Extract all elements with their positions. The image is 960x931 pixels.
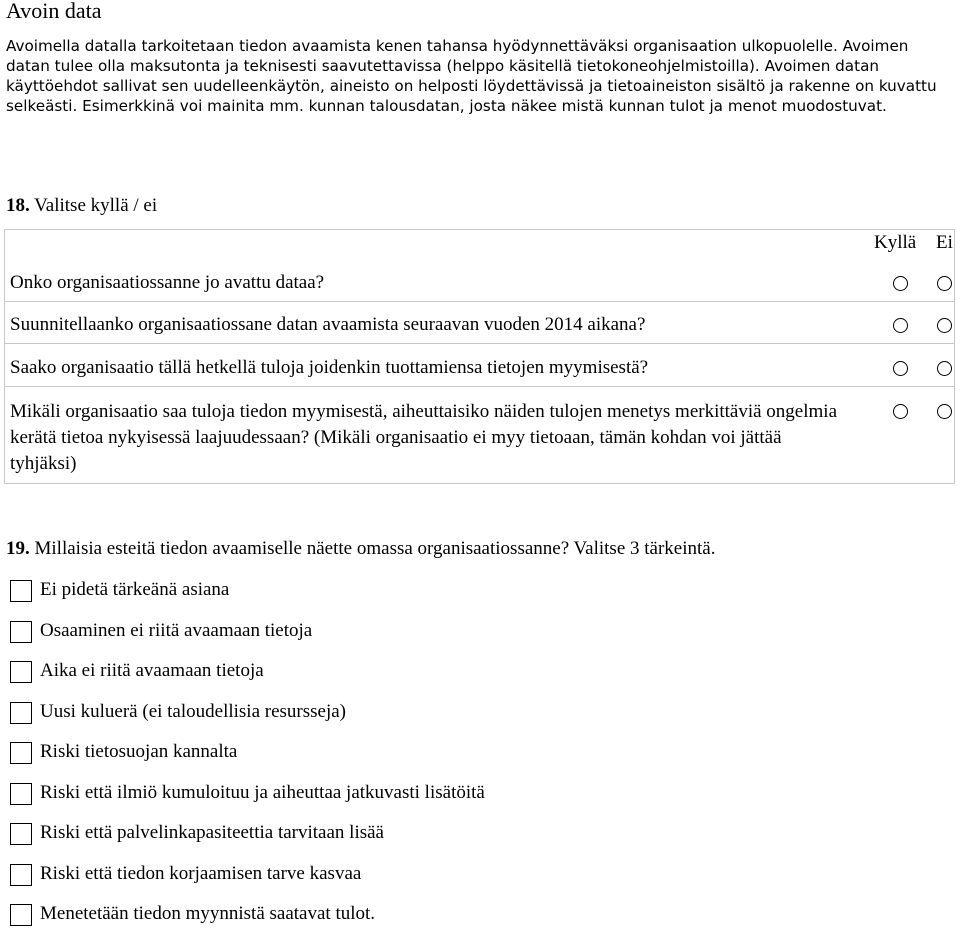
checkbox[interactable] [10,864,32,886]
row-divider [4,301,955,302]
row-divider [4,386,955,387]
question-19-text: Millaisia esteitä tiedon avaamiselle näette omassa organisaatiossanne? Valitse 3 tärkeintä. [34,538,716,559]
checkbox[interactable] [10,661,32,683]
radio-yes-row-3[interactable] [893,361,908,376]
radio-yes-row-2[interactable] [893,318,908,333]
checkbox[interactable] [10,742,32,764]
checkbox[interactable] [10,783,32,805]
row-question-text: Mikäli organisaatio saa tuloja tiedon myymisestä, aiheuttaisiko näiden tulojen menetys merkittäviä ongelmia kerätä tietoa nykyisessä laajuudessaan? (Mikäli organisaatio ei myy tietoaan, tämän kohdan voi jättää tyhjäksi) [10,401,838,474]
option-label: Riski että palvelinkapasiteettia tarvitaan lisää [40,822,384,843]
radio-no-row-3[interactable] [937,361,952,376]
section-title: Avoin data [6,0,102,23]
option-label: Riski tietosuojan kannalta [40,741,238,762]
row-question-text: Suunnitellaanko organisaatiossane datan avaamista seuraavan vuoden 2014 aikana? [10,314,646,335]
option-label: Uusi kuluerä (ei taloudellisia resursseja) [40,701,347,722]
option-label: Osaaminen ei riitä avaamaan tietoja [40,620,313,641]
radio-no-row-4[interactable] [937,404,952,419]
radio-yes-row-1[interactable] [893,276,908,291]
question-19-heading [6,538,715,560]
option-label: Riski että ilmiö kumuloituu ja aiheuttaa jatkuvasti lisätöitä [40,782,485,803]
option-label: Aika ei riitä avaamaan tietoja [40,660,264,681]
option-label: Ei pidetä tärkeänä asiana [40,579,230,600]
option-label: Riski että tiedon korjaamisen tarve kasvaa [40,863,362,884]
column-header-no: Ei [936,232,953,253]
row-question-text: Onko organisaatiossanne jo avattu dataa? [10,272,325,293]
radio-yes-row-4[interactable] [893,404,908,419]
question-19-number: 19. [6,538,30,559]
checkbox[interactable] [10,823,32,845]
checkbox[interactable] [10,702,32,724]
checkbox[interactable] [10,580,32,602]
option-label: Menetetään tiedon myynnistä saatavat tulot. [40,903,376,924]
checkbox[interactable] [10,621,32,643]
question-18-number: 18. [6,195,30,216]
intro-paragraph: Avoimella datalla tarkoitetaan tiedon avaamista kenen tahansa hyödynnettäväksi organisaation ulkopuolelle. Avoimen datan tulee olla maksutonta ja teknisesti saavutettavissa (helppo käsitellä tietokoneohjelmistoilla). Avoimen datan käyttöehdot sallivat sen uudelleenkäytön, aineisto on helposti löydettävissä ja tietoaineiston sisältö ja rakenne on kuvattu selkeästi. Esimerkkinä voi mainita mm. kunnan talousdatan, josta näkee mistä kunnan tulot ja menot muodostuvat. [6,37,937,115]
radio-no-row-1[interactable] [937,276,952,291]
radio-no-row-2[interactable] [937,318,952,333]
row-question-text: Saako organisaatio tällä hetkellä tuloja joidenkin tuottamiensa tietojen myymisestä? [10,357,649,378]
question-18-heading [6,195,157,217]
checkbox[interactable] [10,904,32,926]
question-18-text: Valitse kyllä / ei [34,195,158,216]
row-divider [4,343,955,344]
column-header-yes: Kyllä [874,232,917,253]
